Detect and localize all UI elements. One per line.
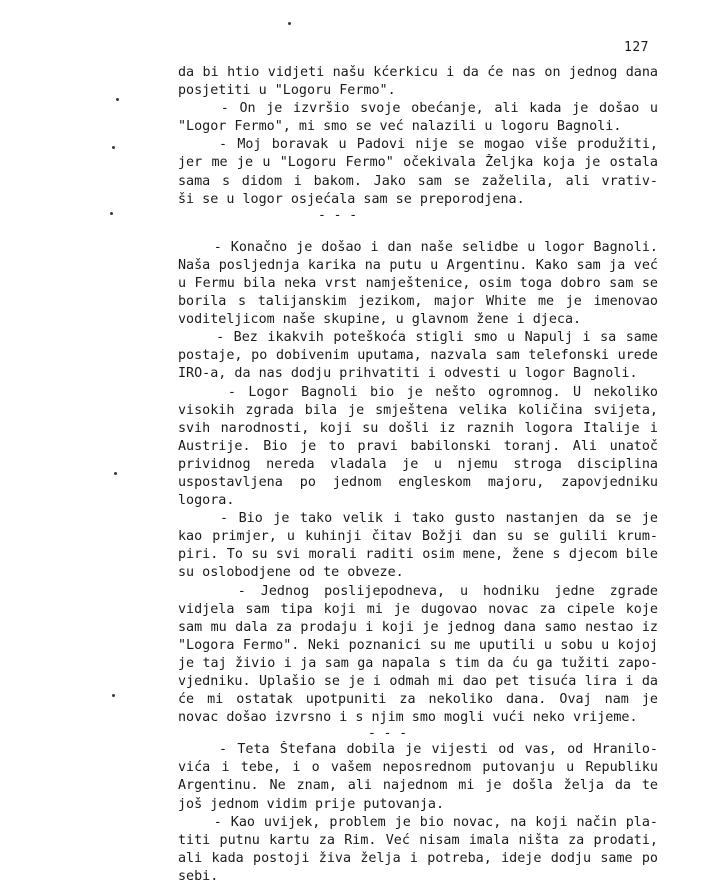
- text-line: voditeljicom naše skupine, u glavnom žene i djeca.: [178, 312, 582, 328]
- scan-speck: [116, 98, 119, 101]
- text-line: vjedniku. Uplašio se je i odmah mi dao pet tisuća lira i da: [178, 674, 658, 689]
- text-line: - Teta Štefana dobila je vijesti od vas, od Hranilo-: [178, 742, 658, 758]
- text-line: jer me je u "Logoru Fermo" očekivala Željka koja je ostala: [178, 155, 658, 171]
- text-line: visokih zgrada bila je smještena velika količina svijeta,: [178, 402, 658, 418]
- text-line: - Moj boravak u Padovi nije se mogao više produžiti,: [178, 137, 658, 153]
- text-line: sama s didom i bakom. Jako sam se zaželila, ali vrativ-: [178, 173, 658, 189]
- scan-speck: [112, 694, 115, 697]
- text-line: postaje, po dobivenim uputama, nazvala sam telefonski urede: [178, 348, 658, 364]
- text-line: sam mu dala za prodaju i koji je jednog dana samo nestao iz: [178, 619, 658, 635]
- text-line: titi putnu kartu za Rim. Već nisam imala ništa za prodati,: [178, 832, 658, 848]
- text-line: još jednom vidim prije putovanja.: [178, 796, 445, 812]
- section-separator: - - -: [318, 208, 358, 223]
- text-line: su oslobodjene od te obveze.: [178, 565, 404, 581]
- text-line: novac došao izvrsno i s njim smo mogli vući neko vrijeme.: [178, 710, 638, 726]
- text-line: sebi.: [178, 868, 219, 884]
- text-line: logora.: [178, 493, 235, 509]
- body-text: [178, 64, 658, 886]
- scan-speck: [114, 472, 117, 475]
- page-number: 127: [624, 40, 649, 55]
- text-line: - On je izvršio svoje obećanje, ali kada je došao u: [178, 101, 658, 117]
- text-line: u Fermu bila neka vrst namještenice, osim toga dobro sam se: [178, 275, 658, 291]
- text-line: Argentinu. Ne znam, ali najednom mi je došla želja da te: [178, 778, 658, 794]
- scan-speck: [110, 212, 113, 215]
- text-line: piri. To su svi morali raditi osim mene, žene s djecom bile: [178, 547, 658, 563]
- text-line: Naša posljednja karika na putu u Argentinu. Kako sam ja već: [178, 257, 658, 273]
- paragraph-spacer: [178, 223, 658, 239]
- text-line: uspostavljena po jednom engleskom majoru, zapovjedniku: [178, 474, 658, 490]
- text-line: - Bio je tako velik i tako gusto nastanjen da se je: [178, 511, 658, 527]
- text-line: "Logor Fermo", mi smo se već nalazili u logoru Bagnoli.: [178, 119, 622, 135]
- text-line: IRO-a, da nas dodju prihvatiti i odvesti u logor Bagnoli.: [178, 366, 638, 382]
- text-line: će mi ostatak upotpuniti za nekoliko dana. Ovaj nam je: [178, 692, 658, 708]
- text-line: ši se u logor osjećala sam se preporodjena.: [178, 191, 525, 207]
- text-line: borila s talijanskim jezikom, major White me je imenovao: [178, 294, 658, 310]
- text-line: - Jednog poslijepodneva, u hodniku jedne zgrade: [178, 583, 658, 599]
- text-line: vića i tebe, i o vašem neposrednom putovanju u Republiku: [178, 760, 658, 776]
- scan-speck: [112, 146, 115, 149]
- text-line: da bi htio vidjeti našu kćerkicu i da će nas on jednog dana: [178, 65, 658, 80]
- text-line: svih narodnosti, koji su došli iz raznih logora Italije i: [178, 420, 658, 436]
- text-line: prividnog nereda vladala je u njemu stroga disciplina: [178, 456, 658, 472]
- text-line: vidjela sam tipa koji mi je dugovao novac za cipele koje: [178, 601, 658, 617]
- text-line: Austrije. Bio je to pravi babilonski toranj. Ali unatoč: [178, 438, 658, 454]
- text-line: kao primjer, u kuhinji čitav Božji dan su se gulili krum-: [178, 529, 658, 545]
- text-line: je taj živio i ja sam ga napala s tim da ću ga tužiti zapo-: [178, 655, 658, 671]
- text-line: "Logora Fermo". Neki poznanici su me uputili u sobu u kojoj: [178, 637, 658, 653]
- section-separator: - - -: [368, 727, 408, 742]
- text-line: - Logor Bagnoli bio je nešto ogromnog. U nekoliko: [178, 384, 658, 400]
- text-line: - Bez ikakvih poteškoća stigli smo u Napulj i sa same: [178, 330, 658, 346]
- text-line: ali kada postoji živa želja i potreba, ideje dodju same po: [178, 850, 658, 866]
- scan-speck: [288, 22, 291, 25]
- text-line: posjetiti u "Logoru Fermo".: [178, 83, 396, 99]
- text-line: - Kao uvijek, problem je bio novac, na koji način pla-: [178, 814, 658, 830]
- text-line: - Konačno je došao i dan naše selidbe u logor Bagnoli.: [178, 239, 658, 255]
